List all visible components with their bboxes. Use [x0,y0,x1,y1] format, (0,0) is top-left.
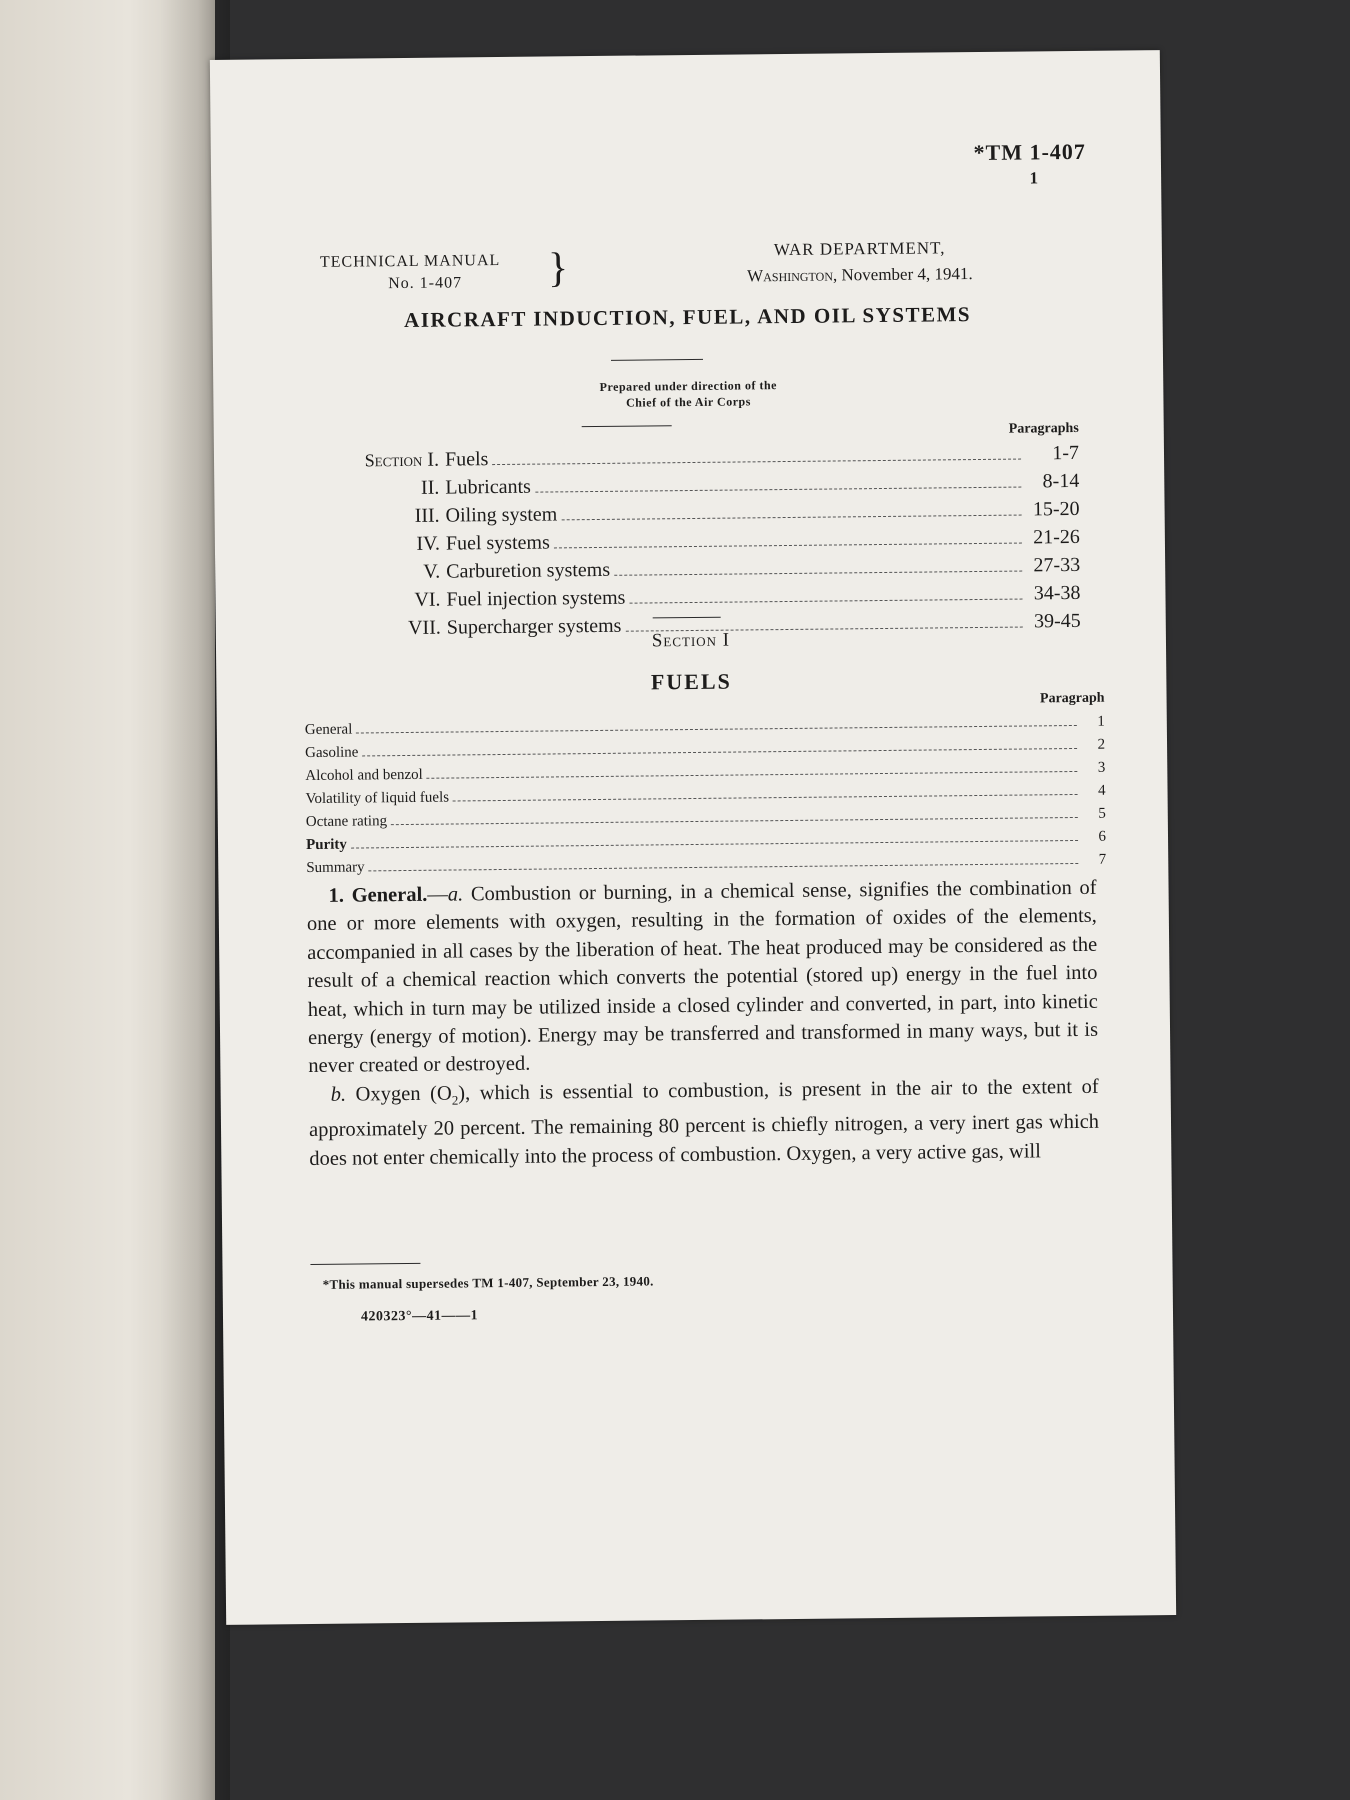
contents-column-header: Paragraphs [1008,420,1079,437]
section-item-title: Volatility of liquid fuels [305,789,450,808]
paragraph-2 [309,1073,1100,1174]
toc-title: Lubricants [445,475,531,499]
section-column-header: Paragraph [1039,690,1105,707]
section-item-title: Gasoline [305,744,359,762]
footnote-rule [310,1263,420,1265]
section-item-leader [453,794,1078,802]
toc-paragraphs: 8-14 [1042,469,1080,493]
toc-numeral: V. [423,560,441,583]
section-item-paragraph: 3 [1097,759,1106,776]
toc-leader [554,543,1022,549]
toc-leader [535,487,1021,493]
footnote: *This manual supersedes TM 1-407, September 23, 1940. [322,1273,654,1292]
tm-number: *TM 1-407 [973,138,1086,166]
toc-numeral: IV. [416,532,441,555]
table-of-contents [319,420,1081,639]
section-item-title: Alcohol and benzol [305,766,423,785]
section-item-paragraph: 5 [1098,805,1106,822]
section-item-paragraph: 2 [1097,736,1106,753]
section-item-paragraph: 1 [1097,713,1105,730]
section-item-leader [369,863,1079,871]
issuer-name: WAR DEPARTMENT, [773,238,946,260]
toc-leader [492,459,1021,466]
section-item-paragraph: 6 [1098,828,1107,845]
manual-type: TECHNICAL MANUAL [319,251,501,271]
prepared-line-2: Chief of the Air Corps [625,394,751,410]
toc-leader [561,515,1021,521]
toc-title: Fuel injection systems [446,586,626,611]
issue-place: Washington, [747,265,838,286]
section-item-title: Purity [305,836,347,854]
manual-page [210,50,1176,1625]
section-item-paragraph: 7 [1098,851,1107,868]
section-item-leader [427,771,1078,779]
toc-title: Supercharger systems [446,614,622,639]
toc-paragraphs: 15-20 [1032,497,1080,521]
paragraph-1: 1. General.—a. Combustion or burning, in a chemical sense, signifies the combination of one or more elements with oxygen, resulting in the formation of oxides of the elements, accompanied in all cases by the liberation of heat. The heat produced may be considered as the result of a chemical reaction which converts the potential (stored up) energy in the fuel into heat, which in turn may be utilized inside a closed cylinder and converted, in part, into kinetic energy (energy of motion). Energy may be transferred and transformed in many ways, but it is never created or destroyed. [306,876,1099,1078]
section-heading: Section I [651,629,731,652]
toc-title: Fuels [444,448,489,471]
subscript: 2 [451,1092,459,1108]
toc-title: Oiling system [445,503,558,527]
toc-numeral: I. [427,448,440,471]
toc-numeral: VI. [414,588,441,611]
printer-code: 420323°—41——1 [360,1308,479,1325]
subparagraph-label: a. [447,883,464,906]
page-number: 1 [1029,168,1039,188]
section-title: FUELS [650,668,732,695]
section-item-paragraph: 4 [1097,782,1106,799]
manual-designation [319,245,570,296]
section-item-title: General [304,721,353,739]
paragraph-text: Combustion or burning, in a chemical sense, signifies the combination of one or more elements with oxygen, resulting in the formation of oxides of the elements, accompanied in all cases by the liberation of heat. The heat produced may be considered as the result of a chemical reaction which converts the potential (stored up) energy in the fuel into heat, which in turn may be utilized inside a closed cylinder and converted, in part, into kinetic energy (energy of motion). Energy may be transferred and transformed in many ways, but it is never created or destroyed. [306,876,1099,1078]
title-rule [611,359,703,361]
toc-title: Carburetion systems [446,558,611,583]
paragraph-text: ), which is essential to combustion, is present in the air to the extent of approximately 20 percent. The remaining 80 percent is chiefly nitrogen, a very inert gas which does not enter chemically into the process of combustion. Oxygen, a very active gas, will [308,1075,1100,1170]
toc-paragraphs: 34-38 [1033,581,1081,605]
toc-numeral: II. [420,476,440,499]
toc-leader [614,571,1022,576]
toc-title: Fuel systems [445,531,550,555]
paragraph-text-start: Oxygen (O [355,1082,452,1106]
paragraph-heading: 1. General. [328,883,428,907]
issue-place-date [747,261,973,289]
prepared-note [213,373,1163,415]
manual-no: No. 1-407 [388,274,463,293]
toc-paragraphs: 21-26 [1033,525,1080,549]
toc-paragraphs: 39-45 [1033,609,1081,633]
prepared-line-1: Prepared under direction of the [599,378,777,394]
page-title: AIRCRAFT INDUCTION, FUEL, AND OIL SYSTEMS [403,302,972,332]
toc-paragraphs: 1-7 [1052,441,1080,465]
toc-leader [629,599,1022,604]
toc-numeral: III. [414,504,440,527]
section-item-title: Summary [306,859,365,877]
prepared-rule [582,425,672,427]
toc-numeral: VII. [407,616,441,639]
brace-glyph: } [547,245,570,292]
toc-paragraphs: 27-33 [1033,553,1081,577]
body-text [306,874,1099,1173]
section-item-title: Octane rating [305,813,388,831]
toc-section-word: Section [364,449,423,471]
issue-date: November 4, 1941. [841,264,973,285]
issuer-block [747,235,973,289]
section-item-leader [391,817,1078,825]
subparagraph-label: b. [330,1083,347,1106]
